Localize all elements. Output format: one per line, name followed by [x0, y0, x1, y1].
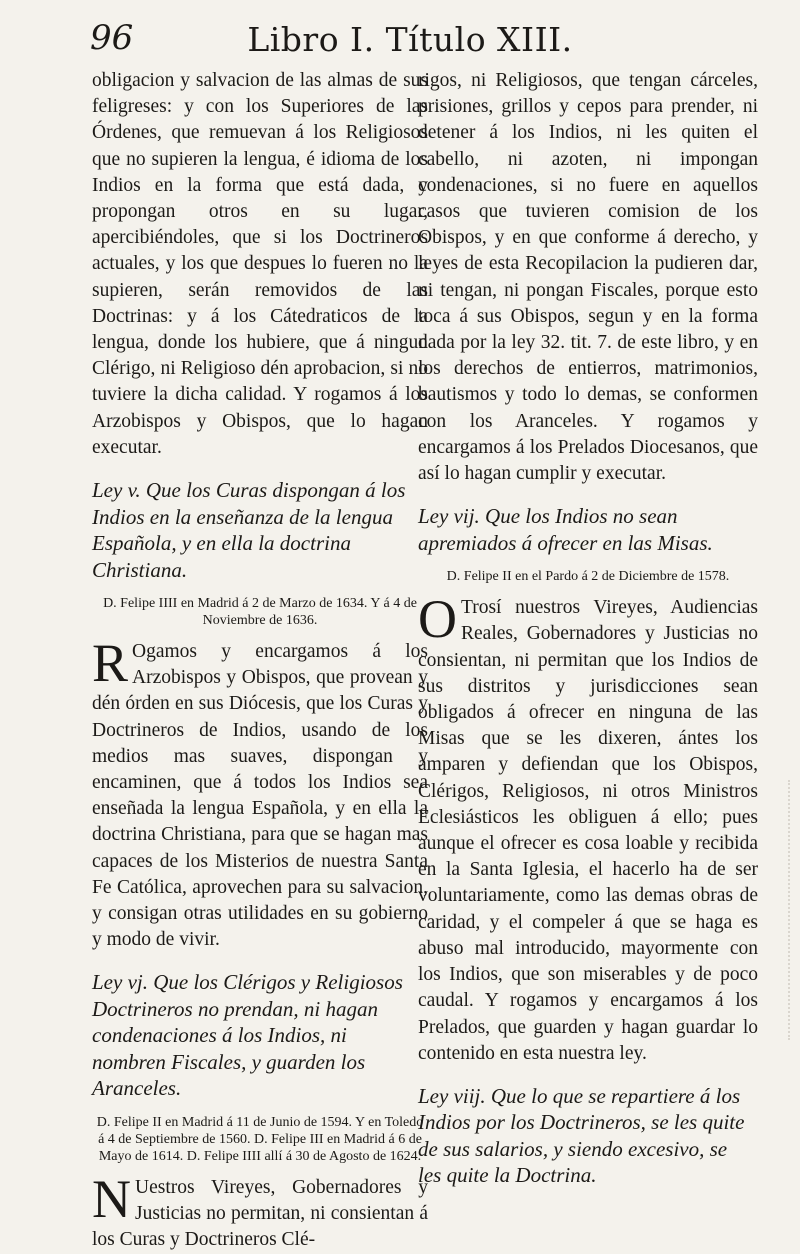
running-title: Libro I. Título XIII.	[247, 20, 573, 59]
law-heading-5: Ley v. Que los Curas dispongan á los Indios en la enseñanza de la lengua Española, y en ella la doctrina Christiana.	[92, 478, 406, 582]
paragraph-continuation: rigos, ni Religiosos, que tengan cárceles, prisiones, grillos y cepos para prender, ni detener á los Indios, ni les quiten el cabello, ni azoten, ni impongan condenaciones, si no fuere en aquellos casos que tuvieren comision de los Obispos, y en que conforme á derecho, y leyes de esta Recopilacion la pudieren dar, ni tengan, ni pongan Fiscales, porque esto toca á sus Obispos, segun y en la forma dada por la ley 32. tit. 7. de este libro, y en los derechos de entierros, matrimonios, bautismos y todo lo demas, se conformen con los Aranceles. Y rogamos y encargamos á los Prelados Diocesanos, que así lo hagan cumplir y executar.	[418, 70, 758, 485]
drop-cap-o: O	[418, 589, 457, 650]
paragraph-continued: obligacion y salvacion de las almas de sus feligreses: y con los Superiores de las Órdenes, que remuevan á los Religiosos que no supieren la lengua, é idioma de los Indios en la forma que está dada, y propongan otros en su lugar, apercibiéndoles, que si los Doctrineros actuales, y los que despues lo fueren no la supieren, serán removidos de las Doctrinas: y á los Cátedraticos de la lengua, donde los hubiere, que á ningun Clérigo, ni Religioso dén aprobacion, si no tuviere la dicha calidad. Y rogamos á los Arzobispos y Obispos, que lo hagan executar.	[92, 70, 428, 458]
decree-citation-6: D. Felipe II en Madrid á 11 de Junio de 1594. Y en Toledo á 4 de Septiembre de 1560. D. Felipe III en Madrid á 6 de Mayo de 1614. D. Felipe IIII allí á 30 de Agosto de 1624.	[96, 1114, 424, 1164]
law-body-5: Ogamos y encargamos á los Arzobispos y Obispos, que provean y dén órden en sus Diócesis, que los Curas y Doctrineros de Indios, usando de los medios mas suaves, dispongan y encaminen, que á todos los Indios sea enseñada la lengua Española, y en ella la doctrina Christiana, para que se hagan mas capaces de los Misterios de nuestra Santa Fe Católica, aprovechen para su salvacion, y consigan otras utilidades en su gobierno y modo de vivir.	[92, 641, 428, 951]
drop-cap-r: R	[92, 633, 129, 694]
law-text-5	[92, 633, 428, 953]
law-heading-7: Ley vij. Que los Indios no sean apremiados á ofrecer en las Misas.	[418, 504, 713, 555]
law-text-6	[92, 1168, 428, 1254]
law-text-7	[418, 589, 758, 1067]
law-body-7: Trosí nuestros Vireyes, Audiencias Reales, Gobernadores y Justicias no consientan, ni permitan que los Indios de sus distritos y jurisdicciones sean obligados á ofrecer en ninguna de las Misas que se les dixeren, ántes los amparen y defiendan que los Obispos, Clérigos, Religiosos, ni otros Ministros Eclesiásticos les obliguen á ello; pues aunque el ofrecer es cosa loable y recibida en la Santa Iglesia, el hacerlo ha de ser voluntariamente, como las demas obras de caridad, y el compeler á que se haga es abuso mal introducido, mayormente con los Indios, que son miserables y de poco caudal. Y rogamos y encargamos á los Prelados, que guarden y hagan guardar lo contenido en esta nuestra ley.	[418, 597, 758, 1064]
page-header	[90, 14, 730, 64]
law-heading-6: Ley vj. Que los Clérigos y Religiosos Doctrineros no prendan, ni hagan condenaciones á los Indios, ni nombren Fiscales, y guarden los Aranceles.	[92, 970, 403, 1101]
right-column	[418, 68, 758, 1201]
law-heading-8: Ley viij. Que lo que se repartiere á los Indios por los Doctrineros, se les quite de sus salarios, y siendo excesivo, se les quite la Doctrina.	[418, 1083, 745, 1188]
decree-citation-7: D. Felipe II en el Pardo á 2 de Diciembre de 1578.	[446, 569, 730, 585]
left-column	[92, 68, 428, 1254]
decree-citation-5: D. Felipe IIII en Madrid á 2 de Marzo de 1634. Y á 4 de Noviembre de 1636.	[103, 596, 417, 629]
drop-cap-n: N	[92, 1168, 131, 1229]
page-edge-marks	[782, 780, 790, 1040]
page-number: 96	[90, 18, 134, 58]
law-body-6: Uestros Vireyes, Gobernadores y Justicias no permitan, ni consientan á los Curas y Doctrineros Clé-	[92, 1176, 428, 1251]
